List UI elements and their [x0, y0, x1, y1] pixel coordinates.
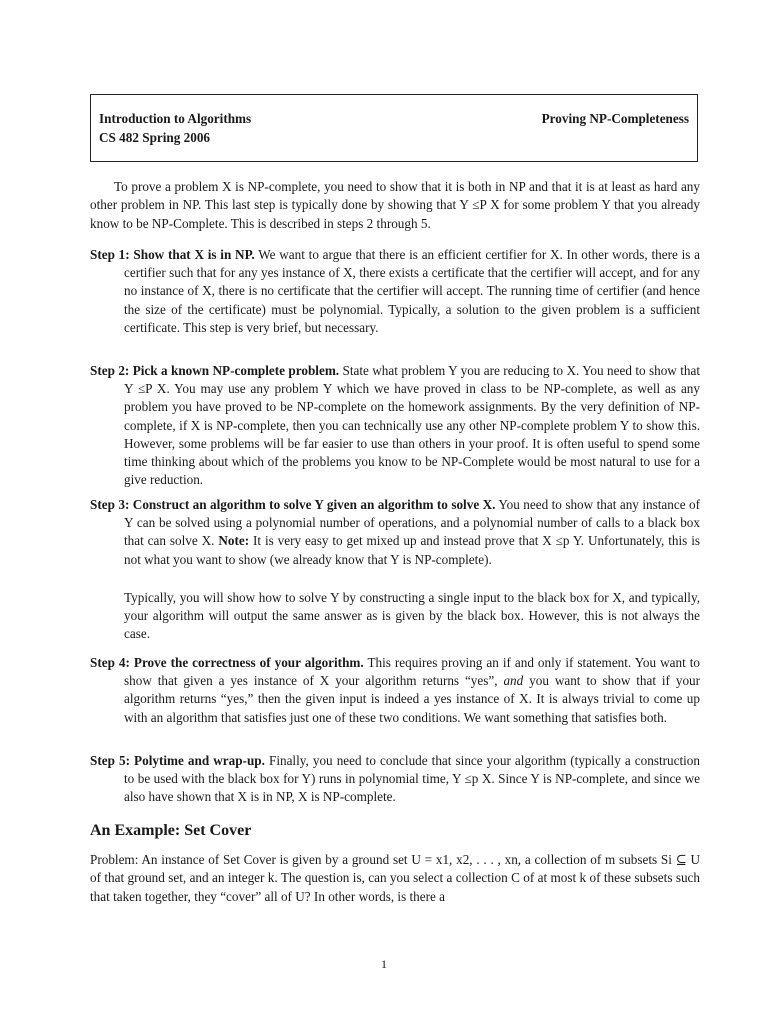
step-3-label: Step 3: Construct an algorithm to solve Y given an algorithm to solve X. [90, 497, 496, 512]
problem-paragraph: Problem: An instance of Set Cover is given by a ground set U = x1, x2, . . . , xn, a collection of m subsets Si ⊆ U of that ground set, and an integer k. The question is, can you select a collection C of at most k of these subsets such that taken together, they “cover” all of U? In other words, is there a [90, 852, 700, 904]
intro-paragraph: To prove a problem X is NP-complete, you need to show that it is both in NP and that it is at least as hard any other problem in NP. This last step is typically done by showing that Y ≤P X for some problem Y that you already know to be NP-Complete. This is described in steps 2 through 5. [90, 179, 700, 231]
course-title: Introduction to Algorithms [99, 111, 252, 126]
step-2-label: Step 2: Pick a known NP-complete problem. [90, 363, 340, 378]
step-3-body: You need to show that any instance of Y can be solved using a polynomial number of operations, and a polynomial number of calls to a black box that can solve X. [124, 497, 700, 549]
header-box [90, 94, 698, 162]
step-1 [90, 246, 700, 337]
step-5 [90, 752, 700, 807]
step-4-label: Step 4: Prove the correctness of your algorithm. [90, 655, 364, 670]
step-3-note-label: Note: [218, 533, 250, 549]
handout-topic: Proving NP-Completeness [541, 111, 689, 126]
step-2 [90, 362, 700, 489]
step-4-emphasis: and [503, 673, 524, 689]
step-2-body: State what problem Y you are reducing to X. You need to show that Y ≤P X. You may use any problem Y which we have proved in class to be NP-complete, as well as any problem you have proved to be NP-complete on the homework assignments. By the very definition of NP-complete, if X is NP-complete, then you can technically use any other NP-complete problem Y to show this. However, some problems will be far easier to use than others in your proof. It is often useful to spend some time thinking about which of the problems you know to be NP-Complete would be most natural to use for a give reduction. [124, 363, 700, 488]
step-1-label: Step 1: Show that X is in NP. [90, 247, 255, 262]
course-term: CS 482 Spring 2006 [99, 130, 211, 145]
step-3-note-body: It is very easy to get mixed up and instead prove that X ≤p Y. Unfortunately, this is not what you want to show (we already know that Y is NP-complete). [124, 533, 701, 567]
step-5-body: Finally, you need to conclude that since your algorithm (typically a construction to be used with the black box for Y) runs in polynomial time, Y ≤p X. Since Y is NP-complete, and since we also have shown that X is in NP, X is NP-complete. [124, 753, 700, 805]
step-5-label: Step 5: Polytime and wrap-up. [90, 753, 265, 768]
step-4-body-b: you want to show that if your algorithm returns “yes,” then the given input is indeed a yes instance of X. It is always trivial to come up with an algorithm that satisfies just one of these two conditions. We want something that satisfies both. [124, 673, 701, 725]
step-3 [90, 496, 700, 569]
section-title: An Example: Set Cover [90, 822, 252, 839]
page-number: 1 [381, 957, 387, 971]
step-4 [90, 654, 700, 727]
step-3-continuation: Typically, you will show how to solve Y by constructing a single input to the black box for X, and typically, your algorithm will output the same answer as is given by the black box. However, this is not always the case. [124, 590, 700, 642]
step-4-body-a: This requires proving an if and only if statement. You want to show that given a yes instance of X your algorithm returns “yes”, [124, 655, 700, 689]
step-1-body: We want to argue that there is an efficient certifier for X. In other words, there is a certifier such that for any yes instance of X, there exists a certificate that the certifier will accept, and for any no instance of X, there is no certificate that the certifier will accept. The running time of certifier (and hence the size of the certificate) must be polynomial. Typically, a solution to the given problem is a sufficient certificate. This step is very brief, but necessary. [124, 247, 700, 335]
